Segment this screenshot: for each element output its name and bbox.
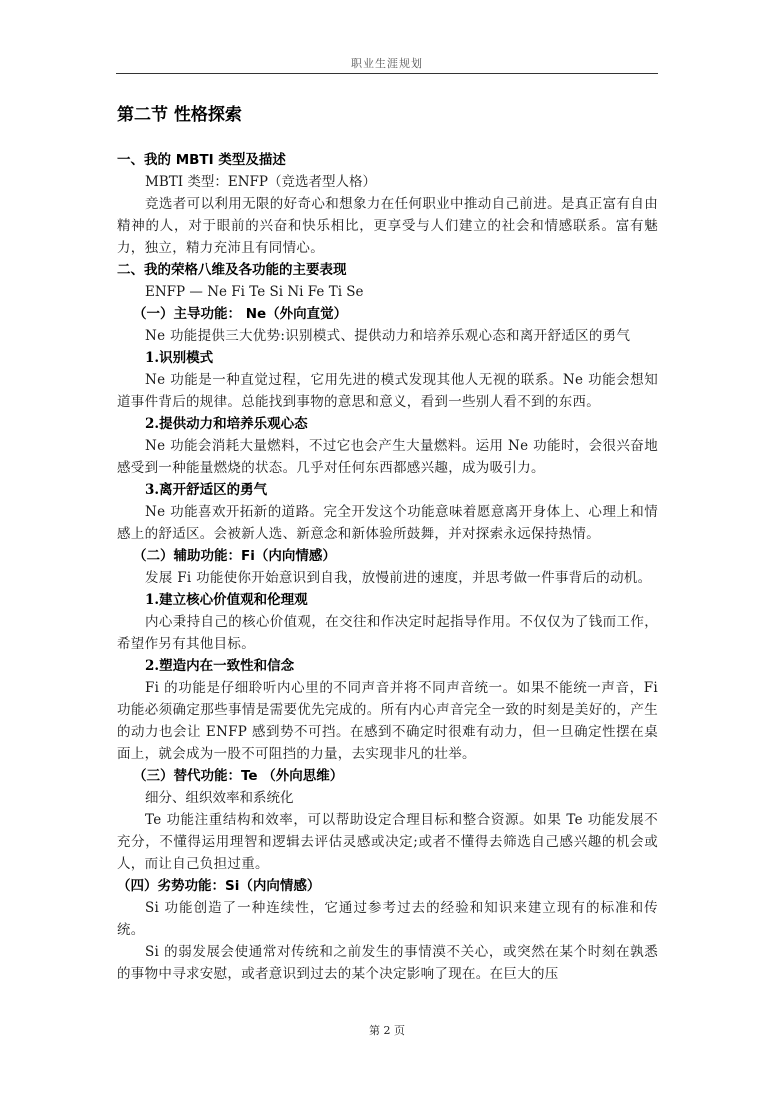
running-header: 职业生涯规划: [351, 57, 423, 70]
page-number: 第 2 页: [369, 1024, 405, 1037]
fi-paragraph-1: 内心秉持自己的核心价值观，在交往和作决定时起指导作用。不仅仅为了钱而工作，希望作另有其他目标。: [117, 614, 658, 652]
heading-te: （三）替代功能：Te （外向思维）: [133, 768, 344, 784]
ne-subheading-1: 1.识别模式: [145, 350, 214, 366]
heading-ne: （一）主导功能： Ne（外向直觉）: [133, 306, 348, 322]
fi-intro: 发展 Fi 功能使你开始意识到自我，放慢前进的速度，并思考做一件事背后的动机。: [145, 570, 652, 586]
heading-mbti-type: 一、我的 MBTI 类型及描述: [117, 152, 286, 168]
page-title: 第二节 性格探索: [117, 105, 242, 125]
te-keywords-line: 细分、组织效率和系统化: [145, 790, 294, 806]
ne-paragraph-3: Ne 功能喜欢开拓新的道路。完全开发这个功能意味着愿意离开身体上、心理上和情感上的舒适区。会被新人选、新意念和新体验所鼓舞，并对探索永远保持热情。: [117, 504, 658, 542]
ne-paragraph-2: Ne 功能会消耗大量燃料，不过它也会产生大量燃料。运用 Ne 功能时，会很兴奋地感受到一种能量燃烧的状态。几乎对任何东西都感兴趣，成为吸引力。: [117, 438, 658, 476]
ne-subheading-2: 2.提供动力和培养乐观心态: [145, 416, 308, 432]
heading-fi: （二）辅助功能：Fi（内向情感）: [133, 548, 336, 564]
mbti-description: 竞选者可以利用无限的好奇心和想象力在任何职业中推动自己前进。是真正富有自由精神的人，对于眼前的兴奋和快乐相比，更享受与人们建立的社会和情感联系。富有魅力，独立，精力充沛且有同情心。: [117, 196, 658, 256]
fi-subheading-1: 1.建立核心价值观和伦理观: [145, 592, 308, 608]
te-paragraph: Te 功能注重结构和效率，可以帮助设定合理目标和整合资源。如果 Te 功能发展不充分，不懂得运用理智和逻辑去评估灵感或决定;或者不懂得去筛选自己感兴趣的机会或人，而让自己负担过重。: [117, 812, 658, 872]
mbti-type-line: MBTI 类型：ENFP（竞选者型人格）: [145, 174, 376, 190]
document-body: [117, 103, 658, 985]
heading-si: （四）劣势功能：Si（内向情感）: [117, 878, 321, 894]
si-paragraph-1: Si 功能创造了一种连续性，它通过参考过去的经验和知识来建立现有的标准和传统。: [117, 900, 658, 938]
header-divider: [116, 73, 658, 74]
ne-paragraph-1: Ne 功能是一种直觉过程，它用先进的模式发现其他人无视的联系。Ne 功能会想知道事件背后的规律。总能找到事物的意思和意义，看到一些别人看不到的东西。: [117, 372, 658, 410]
fi-subheading-2: 2.塑造内在一致性和信念: [145, 658, 295, 674]
fi-paragraph-2: Fi 的功能是仔细聆听内心里的不同声音并将不同声音统一。如果不能统一声音，Fi 功能必须确定那些事情是需要优先完成的。所有内心声音完全一致的时刻是美好的，产生的动力也会让 ENFP 感到势不可挡。在感到不确定时很难有动力，但一旦确定性摆在桌面上，就会成为一股不可阻挡的力量，去实现非凡的壮举。: [117, 680, 658, 762]
si-paragraph-2: Si 的弱发展会使通常对传统和之前发生的事情漠不关心，或突然在某个时刻在孰悉的事物中寻求安慰，或者意识到过去的某个决定影响了现在。在巨大的压: [117, 944, 658, 982]
ne-intro: Ne 功能提供三大优势:识别模式、提供动力和培养乐观心态和离开舒适区的勇气: [145, 328, 631, 344]
heading-jung-functions: 二、我的荣格八维及各功能的主要表现: [117, 262, 347, 278]
ne-subheading-3: 3.离开舒适区的勇气: [145, 482, 268, 498]
function-order-line: ENFP — Ne Fi Te Si Ni Fe Ti Se: [145, 284, 364, 300]
